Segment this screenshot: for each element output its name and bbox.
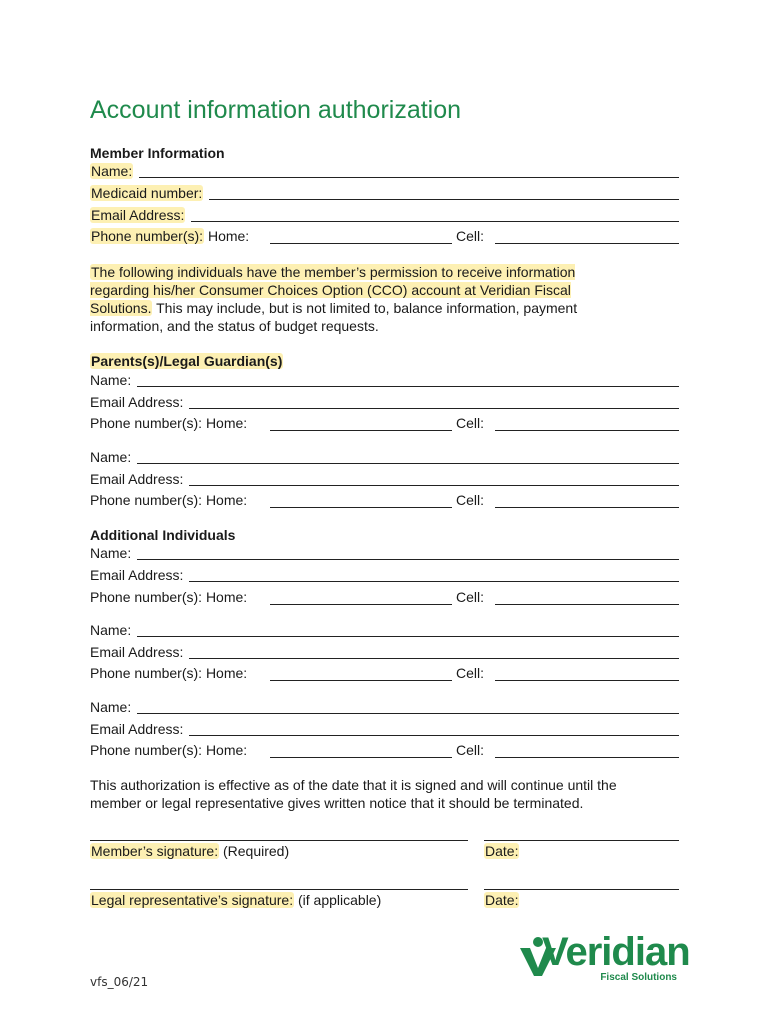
guardian-2-name-label: Name: [90, 449, 132, 465]
guardian-2-home-phone-field[interactable] [270, 492, 452, 508]
additional-2-phone-label: Phone number(s): Home: [90, 665, 248, 681]
additional-3-name-label: Name: [90, 699, 132, 715]
logo-subtitle: Fiscal Solutions [600, 972, 677, 983]
guardian-2-email-row [90, 468, 679, 488]
member-cell-label: Cell: [456, 228, 485, 244]
additional-1-name-row [90, 542, 679, 562]
additional-1-email-label: Email Address: [90, 567, 184, 583]
additional-1-home-phone-field[interactable] [270, 589, 452, 605]
member-phone-label: Phone number(s): [91, 228, 204, 244]
guardian-1-phone-row [90, 413, 679, 433]
additional-1-cell-label: Cell: [456, 589, 485, 605]
additional-1-cell-phone-field[interactable] [495, 589, 679, 605]
member-signature-label: Member’s signature: [91, 843, 219, 859]
additional-2-email-field[interactable] [189, 643, 679, 659]
member-signature-label-group [90, 843, 289, 859]
additional-3-cell-phone-field[interactable] [495, 742, 679, 758]
guardian-2-name-field[interactable] [137, 448, 679, 464]
member-phone-row [90, 226, 679, 246]
additional-3-name-field[interactable] [137, 698, 679, 714]
guardian-1-email-label: Email Address: [90, 394, 184, 410]
guardian-1-name-label: Name: [90, 372, 132, 388]
page-title: Account information authorization [90, 96, 462, 124]
additional-1-phone-label: Phone number(s): Home: [90, 589, 248, 605]
authorization-paragraph: This authorization is effective as of the date that it is signed and will continue until the member or legal representative gives written notice that it should be terminated. [90, 777, 617, 811]
medicaid-number-label: Medicaid number: [91, 185, 203, 201]
additional-1-email-field[interactable] [189, 566, 679, 582]
rep-signature-note: (if applicable) [297, 892, 382, 908]
additional-2-phone-row [90, 663, 679, 683]
member-date-label: Date: [485, 843, 519, 859]
permission-highlighted-text: The following individuals have the member’s permission to receive information regarding his/her Consumer Choices Option (CCO) account at Veridian Fiscal Solutions. [90, 264, 576, 316]
guardian-1-home-phone-field[interactable] [270, 415, 452, 431]
permission-rest-text: This may include, but is not limited to, balance information, payment information, and the status of budget requests. [90, 300, 578, 334]
additional-1-name-label: Name: [90, 545, 132, 561]
member-home-label: Home: [207, 228, 250, 244]
additional-3-phone-row [90, 740, 679, 760]
member-info-header: Member Information [90, 145, 225, 161]
logo-wordmark: Veridian [542, 930, 690, 974]
guardians-header: Parents(s)/Legal Guardian(s) [91, 353, 283, 369]
guardian-1-cell-phone-field[interactable] [495, 415, 679, 431]
permission-paragraph [90, 263, 630, 335]
guardian-2-phone-row [90, 490, 679, 510]
rep-date-label: Date: [485, 892, 519, 908]
guardian-2-phone-label: Phone number(s): Home: [90, 492, 248, 508]
member-date-line[interactable] [484, 840, 679, 841]
rep-date-line[interactable] [484, 889, 679, 890]
guardian-1-email-field[interactable] [189, 393, 679, 409]
guardian-1-name-field[interactable] [137, 371, 679, 387]
additional-3-cell-label: Cell: [456, 742, 485, 758]
member-name-label: Name: [91, 163, 133, 179]
member-name-row [90, 160, 679, 180]
rep-signature-label: Legal representative’s signature: [91, 892, 294, 908]
member-signature-note: (Required) [222, 843, 290, 859]
member-email-field[interactable] [191, 206, 679, 222]
additional-2-name-field[interactable] [137, 621, 679, 637]
additional-3-home-phone-field[interactable] [270, 742, 452, 758]
guardian-2-email-label: Email Address: [90, 471, 184, 487]
medicaid-number-field[interactable] [209, 184, 679, 200]
guardian-1-phone-label: Phone number(s): Home: [90, 415, 248, 431]
additional-2-cell-phone-field[interactable] [495, 665, 679, 681]
additional-2-name-label: Name: [90, 622, 132, 638]
rep-signature-line[interactable] [90, 889, 468, 890]
form-code: vfs_06/21 [90, 975, 149, 989]
additional-3-email-label: Email Address: [90, 721, 184, 737]
member-cell-phone-field[interactable] [495, 228, 679, 244]
additional-2-name-row [90, 619, 679, 639]
additional-3-email-field[interactable] [189, 720, 679, 736]
member-email-row [90, 204, 679, 224]
guardian-1-cell-label: Cell: [456, 415, 485, 431]
veridian-logo [518, 930, 690, 990]
guardian-2-email-field[interactable] [189, 470, 679, 486]
additional-2-email-label: Email Address: [90, 644, 184, 660]
member-signature-line[interactable] [90, 840, 468, 841]
additional-1-phone-row [90, 587, 679, 607]
guardian-1-email-row [90, 391, 679, 411]
guardian-2-cell-label: Cell: [456, 492, 485, 508]
rep-signature-label-group [90, 892, 381, 908]
member-email-label: Email Address: [91, 207, 185, 223]
guardian-2-name-row [90, 446, 679, 466]
additional-2-cell-label: Cell: [456, 665, 485, 681]
member-name-field[interactable] [139, 162, 679, 178]
additional-3-phone-label: Phone number(s): Home: [90, 742, 248, 758]
additional-3-name-row [90, 696, 679, 716]
additional-2-email-row [90, 641, 679, 661]
additional-3-email-row [90, 718, 679, 738]
member-home-phone-field[interactable] [270, 228, 452, 244]
medicaid-number-row [90, 182, 679, 202]
additional-1-email-row [90, 564, 679, 584]
guardian-1-name-row [90, 369, 679, 389]
additional-2-home-phone-field[interactable] [270, 665, 452, 681]
guardian-2-cell-phone-field[interactable] [495, 492, 679, 508]
additional-1-name-field[interactable] [137, 544, 679, 560]
additional-header: Additional Individuals [90, 527, 236, 543]
